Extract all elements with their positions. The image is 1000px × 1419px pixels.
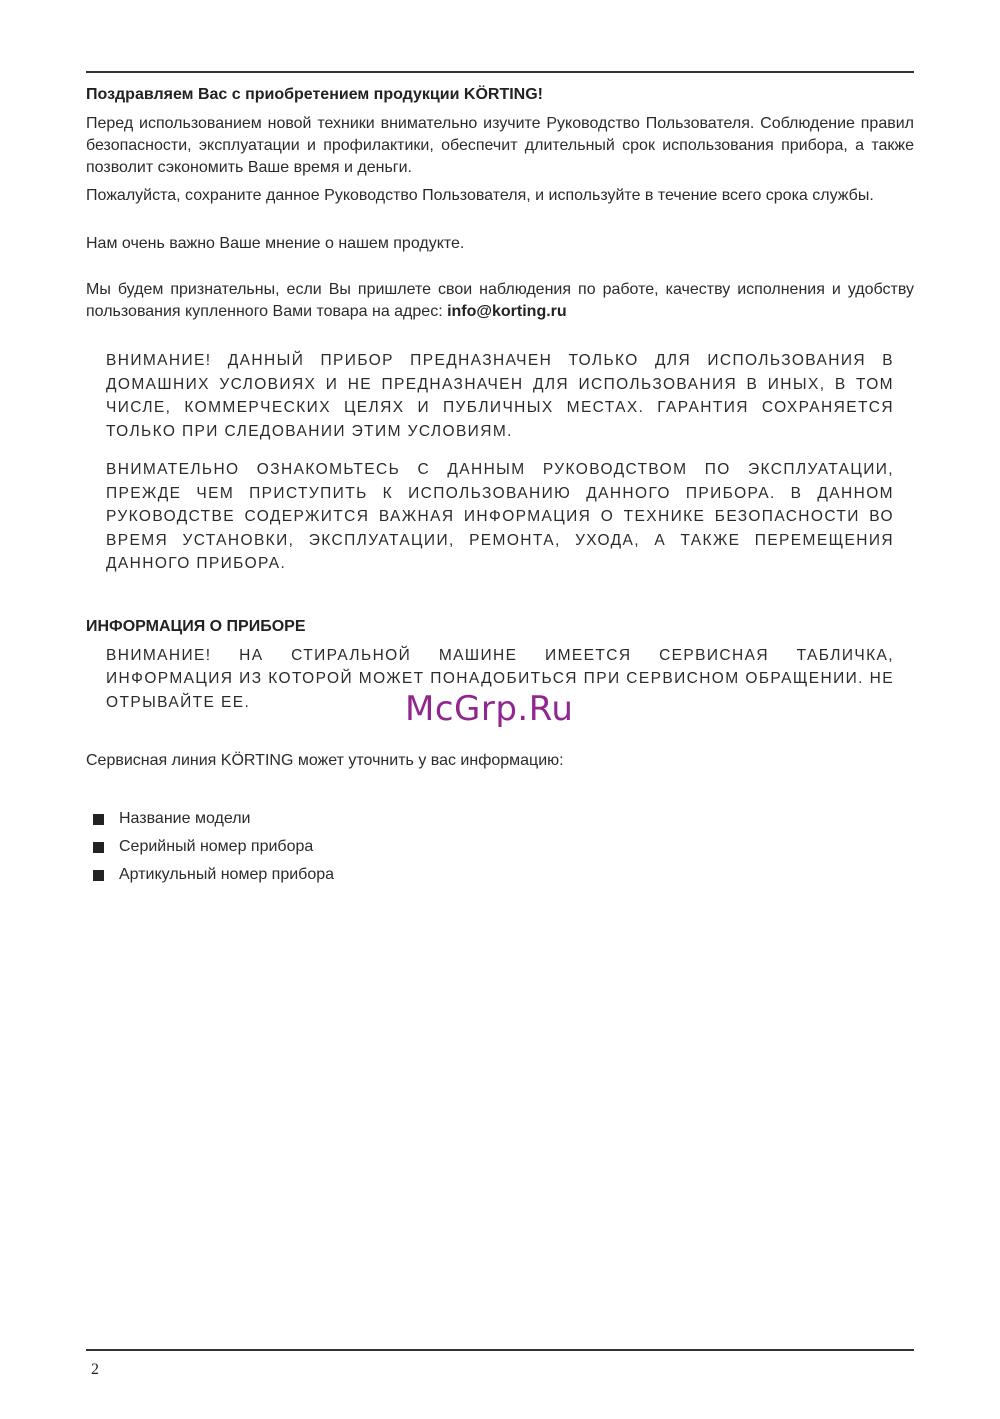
feedback-text: Мы будем признательны, если Вы пришлете свои наблюдения по работе, качеству исполнения и удобству пользования купленного Вами товара на адрес: [86, 281, 914, 320]
watermark: McGrp.Ru [405, 689, 574, 729]
info-list [93, 808, 914, 886]
list-item [93, 808, 914, 830]
top-rule [86, 71, 914, 73]
email-link[interactable]: info@korting.ru [447, 303, 567, 320]
service-line-text: Сервисная линия KÖRTING может уточнить у вас информацию: [86, 752, 564, 769]
list-item [93, 864, 914, 886]
intro-paragraph-2: Пожалуйста, сохраните данное Руководство Пользователя, и используйте в течение всего срока службы. [86, 187, 874, 204]
list-item-label: Название модели [119, 810, 251, 827]
square-bullet-icon [93, 814, 104, 825]
page-title: Поздравляем Вас с приобретением продукции KÖRTING! [86, 86, 543, 103]
page-content [86, 84, 914, 892]
page-number: 2 [91, 1361, 99, 1378]
device-info-heading: ИНФОРМАЦИЯ О ПРИБОРЕ [86, 617, 306, 635]
list-item [93, 836, 914, 858]
intro-paragraph-3: Нам очень важно Ваше мнение о нашем продукте. [86, 235, 465, 252]
bottom-rule [86, 1349, 914, 1351]
warning-read-manual: ВНИМАТЕЛЬНО ОЗНАКОМЬТЕСЬ С ДАННЫМ РУКОВОДСТВОМ ПО ЭКСПЛУАТАЦИИ, ПРЕЖДЕ ЧЕМ ПРИСТУПИТЬ К ИСПОЛЬЗОВАНИЮ ДАННОГО ПРИБОРА. В ДАННОМ РУКОВОДСТВЕ СОДЕРЖИТСЯ ВАЖНАЯ ИНФОРМАЦИЯ О ТЕХНИКЕ БЕЗОПАСНОСТИ ВО ВРЕМЯ УСТАНОВКИ, ЭКСПЛУАТАЦИИ, РЕМОНТА, УХОДА, А ТАКЖЕ ПЕРЕМЕЩЕНИЯ ДАННОГО ПРИБОРА. [106, 461, 894, 572]
intro-paragraph-4 [86, 279, 914, 323]
warning-domestic-use: ВНИМАНИЕ! ДАННЫЙ ПРИБОР ПРЕДНАЗНАЧЕН ТОЛЬКО ДЛЯ ИСПОЛЬЗОВАНИЯ В ДОМАШНИХ УСЛОВИЯХ И НЕ ПРЕДНАЗНАЧЕН ДЛЯ ИСПОЛЬЗОВАНИЯ В ИНЫХ, В ТОМ ЧИСЛЕ, КОММЕРЧЕСКИХ ЦЕЛЯХ И ПУБЛИЧНЫХ МЕСТАХ. ГАРАНТИЯ СОХРАНЯЕТСЯ ТОЛЬКО ПРИ СЛЕДОВАНИИ ЭТИМ УСЛОВИЯМ. [106, 352, 894, 440]
square-bullet-icon [93, 870, 104, 881]
list-item-label: Артикульный номер прибора [119, 866, 335, 883]
square-bullet-icon [93, 842, 104, 853]
intro-paragraph-1: Перед использованием новой техники внимательно изучите Руководство Пользователя. Соблюдение правил безопасности, эксплуатации и профилактики, обеспечит длительный срок использования прибора, а также позволит сэкономить Ваше время и деньги. [86, 115, 914, 176]
list-item-label: Серийный номер прибора [119, 838, 314, 855]
warning-service-plate: ВНИМАНИЕ! НА СТИРАЛЬНОЙ МАШИНЕ ИМЕЕТСЯ СЕРВИСНАЯ ТАБЛИЧКА, ИНФОРМАЦИЯ ИЗ КОТОРОЙ МОЖЕТ ПОНАДОБИТЬСЯ ПРИ СЕРВИСНОМ ОБРАЩЕНИИ. НЕ ОТРЫВАЙТЕ ЕЕ. [106, 646, 894, 711]
